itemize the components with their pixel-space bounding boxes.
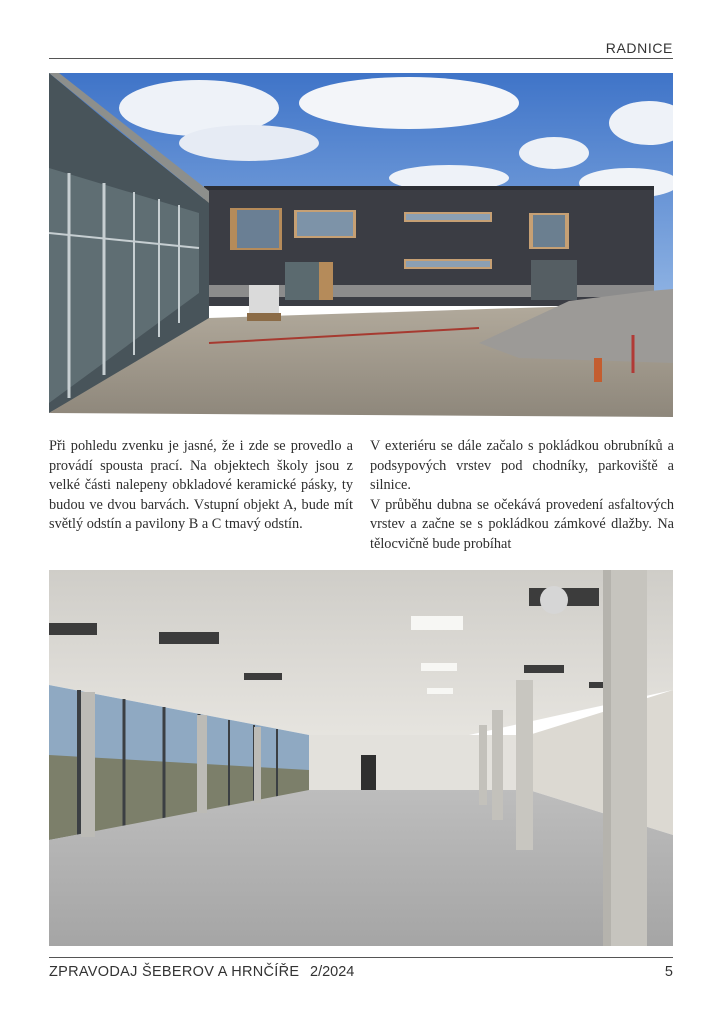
issue-number: 2/2024 [310,964,355,980]
article-paragraph: V průběhu dubna se očekává provedení asfaltových vrstev a začne se s pokládkou zámkové dlažby. Na tělocvičně bude probíhat [370,496,674,552]
publication-name: ZPRAVODAJ ŠEBEROV A HRNČÍŘE [49,964,300,980]
article-column-right [370,437,674,555]
footer-divider [49,957,673,958]
section-title: RADNICE [605,40,673,56]
page-header [49,38,673,58]
exterior-photo [49,73,673,417]
article-paragraph: Při pohledu zvenku je jasné, že i zde se provedlo a provádí spousta prací. Na objektech školy jsou z velké části nalepeny obkladové keramické pásky, ty budou ve dvou barvách. Vstupní objekt A, bude mít světlý odstín a pavilony B a C tmavý odstín. [49,438,353,533]
header-divider [49,58,673,59]
page-footer [49,964,673,986]
article-paragraph: V exteriéru se dále začalo s pokládkou obrubníků a podsypových vrstev pod chodníky, parkoviště a silnice. [370,438,674,494]
page-number: 5 [664,964,673,980]
article-column-left [49,437,353,535]
interior-photo [49,570,673,946]
